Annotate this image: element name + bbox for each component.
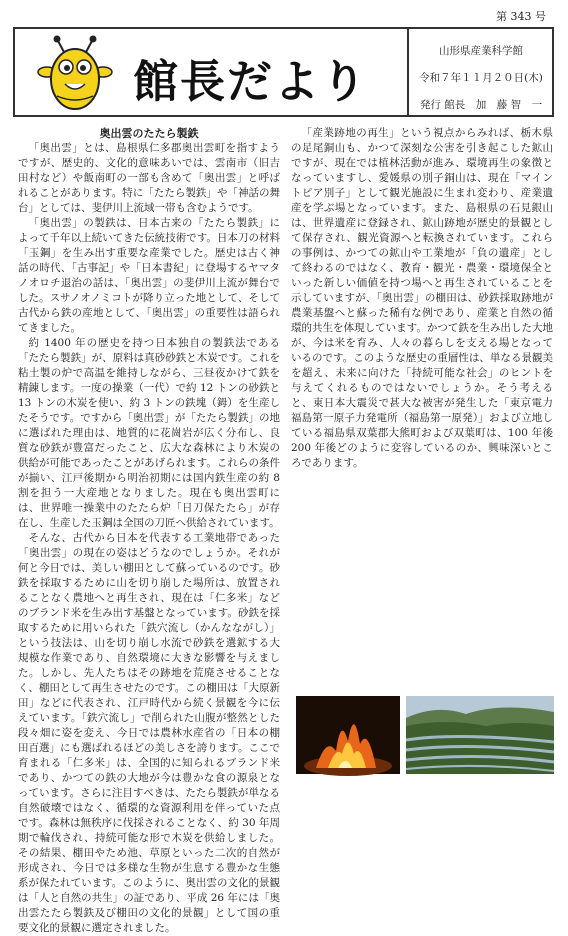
newsletter-header [13, 27, 554, 117]
terraced-rice-field-photo [406, 696, 554, 774]
paragraph-3: 約 1400 年の歴史を持つ日本独自の製鉄法である「たたら製鉄」が、原料は真砂砂鉄と木炭です。これを粘土製の炉で高温を維持しながら、三昼夜かけて鉄を精錬します。一度の操業（一代）で約 12 トンの砂鉄と 13 トンの木炭を使い、約 3 トンの鉄塊（鉧）を生産したそうです。ですから「奥出雲」が「たたら製鉄」の地に選ばれた理由は、地質的に花崗岩が広く分布し、良質な砂鉄が豊富だったこと、広大な森林により木炭の供給が可能であったことがあげられます。これらの条件が揃い、江戸後期から明治初期には国内鉄生産の約 8 割を担う一大産地となりました。現在も奥出雲町には、世界唯一操業中のたたら炉「日刀保たたら」が存在し、生産した玉鋼は全国の刀匠へ供給されています。 [18, 337, 280, 529]
paragraph-1: 「奥出雲」とは、島根県仁多郡奥出雲町を指すようですが、歴史的、文化的意味あいでは、雲南市（旧吉田村など）や飯南町の一部も含めて「奥出雲」と呼ばれることがあります。特に「たたら製鉄」や「神話の舞台」としては、斐伊川上流域一帯も含むようです。 [18, 142, 280, 214]
article-title: 奥出雲のたたら製鉄 [99, 127, 199, 140]
issue-date: 令和７年１１月２０日(木) [419, 72, 543, 84]
newsletter-title: 館長だより [133, 55, 369, 108]
mascot-icon [35, 34, 115, 114]
article-column-right [291, 126, 553, 686]
publisher: 発行 館長 加 藤 智 一 [419, 99, 543, 111]
museum-name: 山形県産業科学館 [439, 45, 523, 57]
tatara-fire-photo [296, 696, 400, 774]
paragraph-5: 「産業跡地の再生」という視点からみれば、栃木県の足尾銅山も、かつて深刻な公害を引き起こした鉱山ですが、現在では植林活動が進み、環境再生の象徴となっていますし、愛媛県の別子銅山は、現在「マイントピア別子」として観光施設に生まれ変わり、産業遺産を学ぶ場となっています。また、島根県の石見銀山は、世界遺産に登録され、鉱山跡地が歴史的景観として保存され、観光資源へと転換されています。これらの事例は、かつての鉱山や工業地が「負の遺産」として終わるのではなく、教育・観光・農業・環境保全といった新しい価値を持つ場へと再生されていることを示していますが、「奥出雲」の棚田は、砂鉄採取跡地が農業基盤へと蘇った稀有な例であり、産業と自然の循環的共生を体現しています。かつて鉄を生み出した大地が、今は米を育み、人々の暮らしを支える場となっているのです。このような歴史の重層性は、単なる景観美を超え、未来に向けた「持続可能な社会」のヒントを与えてくれるものではないでしょうか。そう考えると、東日本大震災で甚大な被害が発生した「東京電力福島第一原子力発電所（福島第一原発）」および立地している福島県双葉郡大熊町および双葉町は、100 年後 200 年後どのように変容しているのか、興味深いところであります。 [291, 127, 553, 469]
paragraph-2: 「奥出雲」の製鉄は、日本古来の「たたら製鉄」によって千年以上続いてきた伝統技術です。日本刀の材料「玉鋼」を生み出す重要な産業でした。歴史は古く神話の時代、「古事記」や「日本書紀」に登場するヤマタノオロチ退治の話は、「奥出雲」の斐伊川上流が舞台でした。スサノオノミコトが降り立った地として、そして古代から鉄の産地として、「奥出雲」の重要性は語られてきました。 [18, 217, 280, 334]
paragraph-4: そんな、古代から日本を代表する工業地帯であった「奥出雲」の現在の姿はどうなのでしょうか。それが何と今日では、美しい棚田として蘇っているのです。砂鉄を採取するために山を切り崩した場所は、放置されることなく農地へと再生され、現在は「仁多米」などのブランド米を生み出す基盤となっています。砂鉄を採取するために用いられた「鉄穴流し（かんなながし）」という技法は、山を切り崩し水流で砂鉄を選鉱する大規模な作業であり、自然環境に大きな影響を与えました。しかし、先人たちはその跡地を荒廃させることなく、棚田として再生させたのです。この棚田は「大原新田」などに代表され、江戸時代から続く景観を今に伝えています。「鉄穴流し」で削られた山腹が整然とした段々畑に姿を変え、今日では農林水産省の「日本の棚田百選」にも選ばれるほどの美しさを誇ります。ここで育まれる「仁多米」は、全国的に知られるブランド米であり、かつての鉄の大地が今は豊かな食の源泉となっています。さらに注目すべきは、たたら製鉄が単なる自然破壊ではなく、循環的な資源利用を伴っていた点です。森林は無秩序に伐採されることなく、約 30 年周期で輪伐され、持続可能な形で木炭を供給しました。その結果、棚田やため池、草原といった二次的自然が形成され、今日では多様な生物が生息する豊かな生態系が保たれています。このように、奥出雲の文化的景観は「人と自然の共生」の証であり、平成 26 年には「奥出雲たたら製鉄及び棚田の文化的景観」として国の重要文化的景観に選定されました。 [18, 532, 280, 934]
issue-number: 第 343 号 [496, 10, 546, 23]
header-divider [407, 29, 409, 115]
article-column-left [18, 126, 280, 934]
